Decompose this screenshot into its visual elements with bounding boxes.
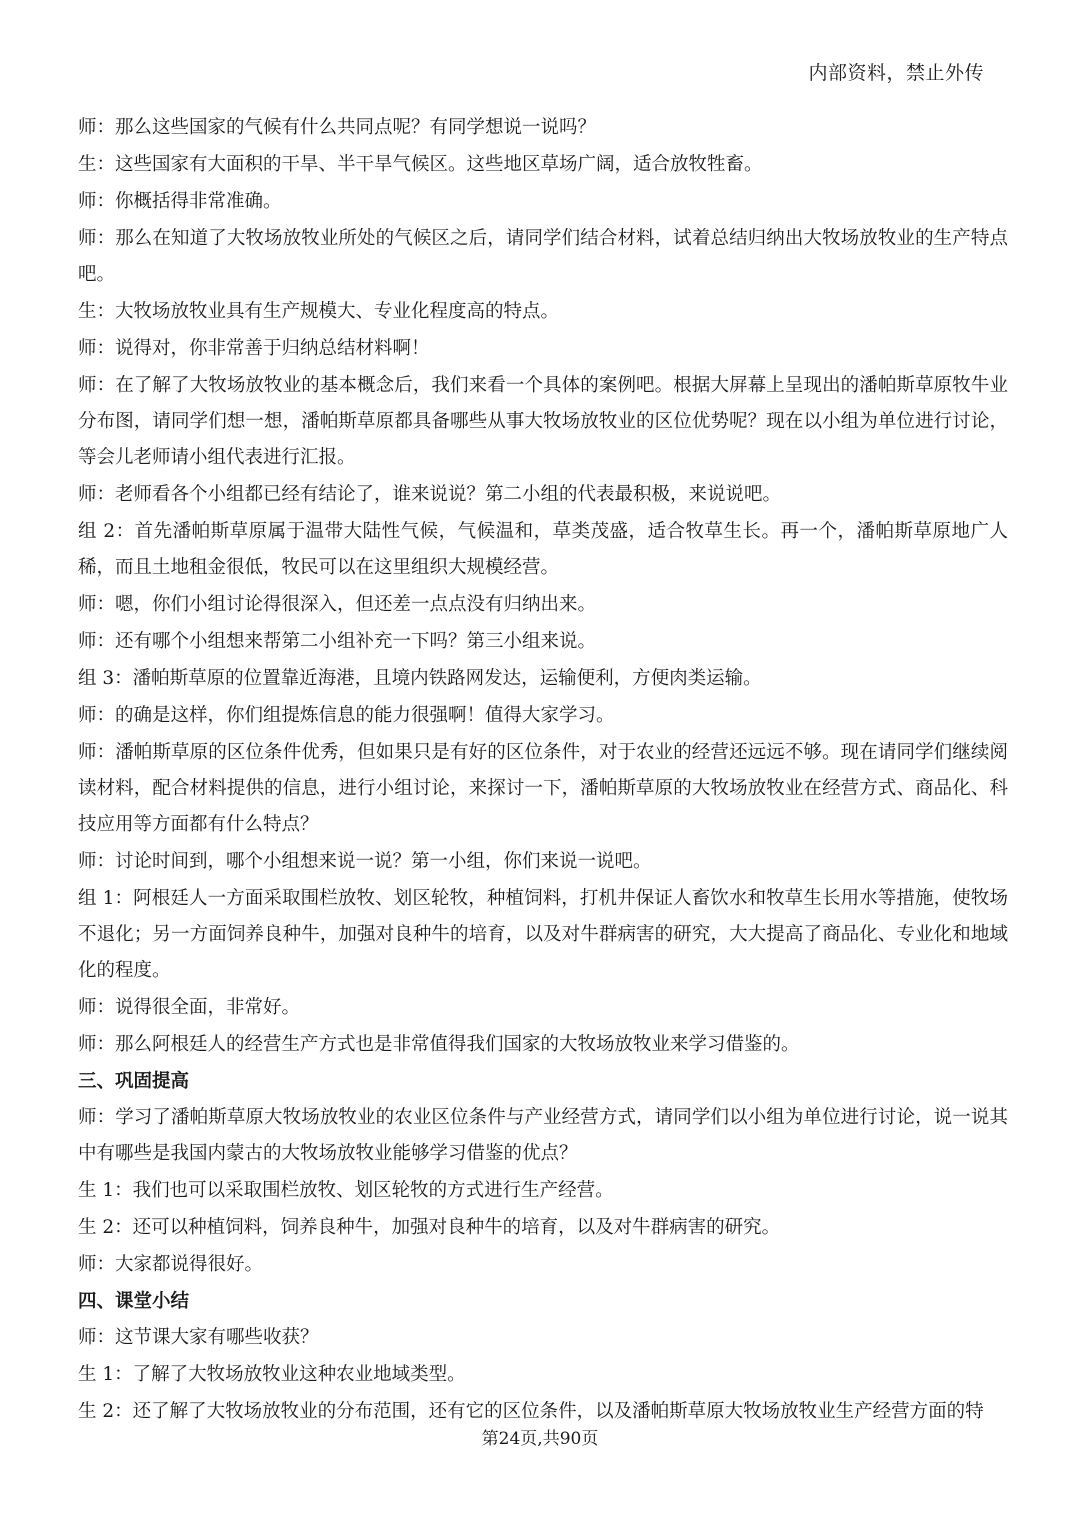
dialogue-paragraph: 师：说得很全面，非常好。: [78, 997, 301, 1018]
dialogue-paragraph: 师：学习了潘帕斯草原大牧场放牧业的农业区位条件与产业经营方式，请同学们以小组为单位进行讨论，说一说其中有哪些是我国内蒙古的大牧场放牧业能够学习借鉴的优点？: [78, 1107, 1008, 1164]
dialogue-paragraph: 师：那么阿根廷人的经营生产方式也是非常值得我们国家的大牧场放牧业来学习借鉴的。: [78, 1034, 800, 1055]
dialogue-paragraph: 组 3：潘帕斯草原的位置靠近海港，且境内铁路网发达，运输便利，方便肉类运输。: [78, 668, 762, 689]
dialogue-paragraph: 师：在了解了大牧场放牧业的基本概念后，我们来看一个具体的案例吧。根据大屏幕上呈现出的潘帕斯草原牧牛业分布图，请同学们想一想，潘帕斯草原都具备哪些从事大牧场放牧业的区位优势呢？现在以小组为单位进行讨论，等会儿老师请小组代表进行汇报。: [78, 375, 1008, 468]
section-heading: 四、课堂小结: [78, 1291, 190, 1312]
dialogue-paragraph: 生 1：我们也可以采取围栏放牧、划区轮牧的方式进行生产经营。: [78, 1180, 614, 1201]
dialogue-paragraph: 师：的确是这样，你们组提炼信息的能力很强啊！值得大家学习。: [78, 705, 615, 726]
dialogue-paragraph: 生 2：还了解了大牧场放牧业的分布范围，还有它的区位条件，以及潘帕斯草原大牧场放牧业生产经营方面的特: [78, 1401, 984, 1422]
dialogue-paragraph: 生：大牧场放牧业具有生产规模大、专业化程度高的特点。: [78, 301, 560, 322]
dialogue-paragraph: 师：那么这些国家的气候有什么共同点呢？有同学想说一说吗？: [78, 117, 597, 138]
dialogue-paragraph: 组 1：阿根廷人一方面采取围栏放牧、划区轮牧，种植饲料，打机井保证人畜饮水和牧草生长用水等措施，使牧场不退化；另一方面饲养良种牛，加强对良种牛的培育，以及对牛群病害的研究，大大提高了商品化、专业化和地域化的程度。: [78, 888, 1008, 981]
dialogue-paragraph: 生 1：了解了大牧场放牧业这种农业地域类型。: [78, 1364, 466, 1385]
dialogue-paragraph: 师：这节课大家有哪些收获？: [78, 1327, 319, 1348]
confidential-notice: 内部资料，禁止外传: [808, 62, 984, 84]
dialogue-paragraph: 师：潘帕斯草原的区位条件优秀，但如果只是有好的区位条件，对于农业的经营还远远不够。现在请同学们继续阅读材料，配合材料提供的信息，进行小组讨论，来探讨一下，潘帕斯草原的大牧场放牧业在经营方式、商品化、科技应用等方面都有什么特点？: [78, 742, 1008, 835]
dialogue-paragraph: 师：大家都说得很好。: [78, 1254, 264, 1275]
dialogue-paragraph: 生：这些国家有大面积的干旱、半干旱气候区。这些地区草场广阔，适合放牧牲畜。: [78, 154, 763, 175]
dialogue-paragraph: 师：还有哪个小组想来帮第二小组补充一下吗？第三小组来说。: [78, 631, 597, 652]
dialogue-paragraph: 师：你概括得非常准确。: [78, 191, 282, 212]
dialogue-paragraph: 师：那么在知道了大牧场放牧业所处的气候区之后，请同学们结合材料，试着总结归纳出大牧场放牧业的生产特点吧。: [78, 228, 1008, 285]
dialogue-paragraph: 组 2：首先潘帕斯草原属于温带大陆性气候，气候温和，草类茂盛，适合牧草生长。再一个，潘帕斯草原地广人稀，而且土地租金很低，牧民可以在这里组织大规模经营。: [78, 521, 1008, 578]
dialogue-paragraph: 师：嗯，你们小组讨论得很深入，但还差一点点没有归纳出来。: [78, 594, 597, 615]
dialogue-paragraph: 师：讨论时间到，哪个小组想来说一说？第一小组，你们来说一说吧。: [78, 851, 652, 872]
dialogue-paragraph: 师：老师看各个小组都已经有结论了，谁来说说？第二小组的代表最积极，来说说吧。: [78, 484, 782, 505]
document-body: [78, 110, 1008, 1431]
dialogue-paragraph: 生 2：还可以种植饲料，饲养良种牛，加强对良种牛的培育，以及对牛群病害的研究。: [78, 1217, 781, 1238]
section-heading: 三、巩固提高: [78, 1071, 190, 1092]
page-number: 第24页,共90页: [481, 1429, 599, 1449]
dialogue-paragraph: 师：说得对，你非常善于归纳总结材料啊！: [78, 338, 430, 359]
